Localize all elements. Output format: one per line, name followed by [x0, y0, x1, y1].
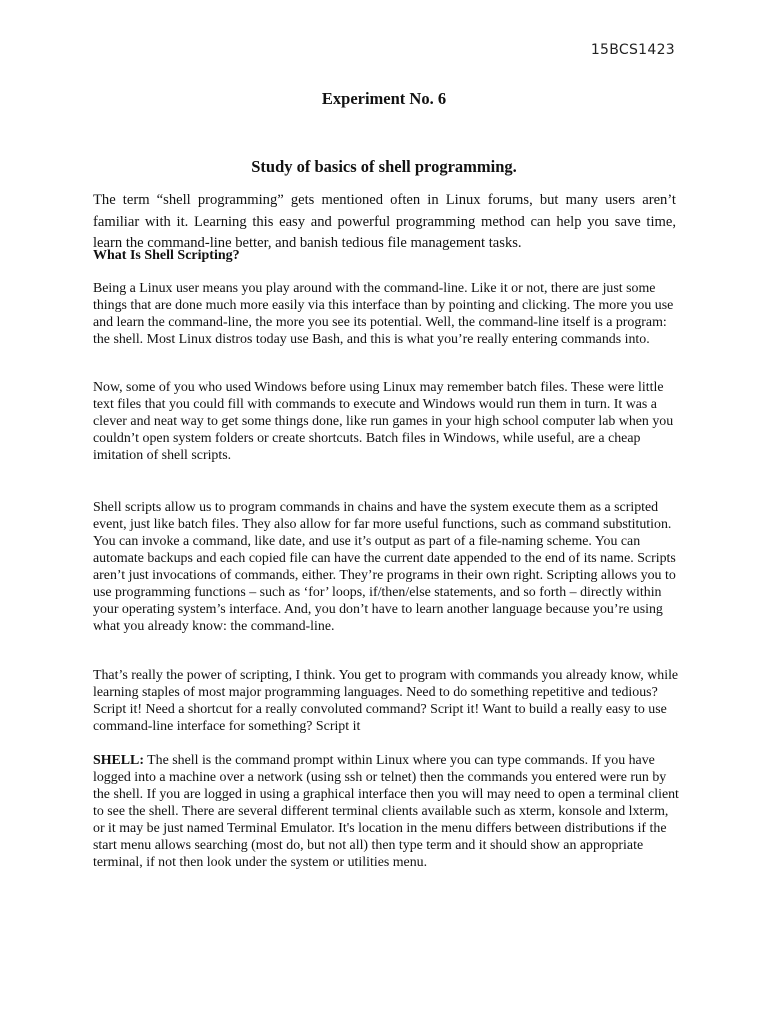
study-title: Study of basics of shell programming.: [251, 157, 517, 176]
shell-label: SHELL:: [93, 753, 144, 768]
paragraph-shell-scripts: Shell scripts allow us to program commands in chains and have the system execute them as a scripted event, just like batch files. They also allow for far more useful functions, such as command substitution. You can invoke a command, like date, and use it’s output as part of a file-naming scheme. You can automate backups and each copied file can have the current date appended to the end of its name. Scripts aren’t just invocations of commands, either. They’re programs in their own right. Scripting allows you to use programming functions – such as ‘for’ loops, if/then/else statements, and so forth – directly within your operating system’s interface. And, you don’t have to learn another language because you’re using what you already know: the command-line.: [93, 500, 676, 634]
section-heading-shell-scripting: What Is Shell Scripting?: [93, 248, 240, 263]
paragraph-batch-files: Now, some of you who used Windows before using Linux may remember batch files. These were little text files that you could fill with commands to execute and Windows would run them in turn. It was a clever and neat way to get some things done, like run games in your high school computer lab when you couldn’t open system folders or create shortcuts. Batch files in Windows, while useful, are a cheap imitation of shell scripts.: [93, 380, 674, 463]
paragraph-shell-definition: [93, 752, 683, 871]
roll-number: 15BCS1423: [590, 42, 675, 58]
paragraph-power-of-scripting: That’s really the power of scripting, I think. You get to program with commands you already know, while learning staples of most major programming languages. Need to do something repetitive and tedious? Script it! Need a shortcut for a really convoluted command? Script it! Want to build a really easy to use command-line interface for something? Script it: [93, 668, 679, 734]
paragraph-linux-user: Being a Linux user means you play around with the command-line. Like it or not, there are just some things that are done much more easily via this interface than by pointing and clicking. The more you use and learn the command-line, the more you see its potential. Well, the command-line itself is a program: the shell. Most Linux distros today use Bash, and this is what you’re really entering commands into.: [93, 281, 674, 347]
experiment-title: Experiment No. 6: [321, 89, 447, 108]
shell-text: The shell is the command prompt within Linux where you can type commands. If you have logged into a machine over a network (using ssh or telnet) then the commands you entered were run by the shell. If you are logged in using a graphical interface then you will may need to open a terminal client to see the shell. There are several different terminal clients available such as xterm, konsole and lxterm, or it may be just named Terminal Emulator. It's location in the menu differs between distributions if the start menu allows searching (most do, but not all) then type term and it should show an appropriate terminal, if not then look under the system or utilities menu.: [93, 753, 679, 870]
intro-paragraph: The term “shell programming” gets mentioned often in Linux forums, but many users aren’t familiar with it. Learning this easy and powerful programming method can help you save time, learn the command-line better, and banish tedious file management tasks.: [93, 192, 676, 251]
